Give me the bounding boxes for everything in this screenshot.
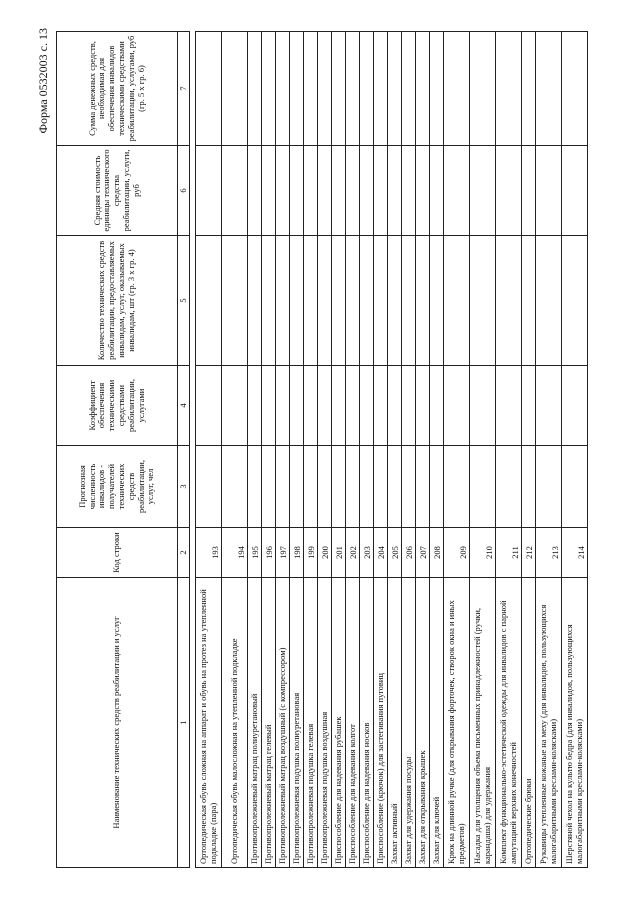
- row-name: Противопролежневый матрац гелевый: [262, 578, 276, 868]
- empty-value-cell[interactable]: [496, 446, 522, 528]
- column-number: 4: [178, 366, 190, 446]
- empty-value-cell[interactable]: [304, 446, 318, 528]
- empty-value-cell[interactable]: [304, 146, 318, 236]
- header-code: Код строки: [57, 528, 178, 578]
- empty-value-cell[interactable]: [360, 366, 374, 446]
- empty-value-cell[interactable]: [248, 446, 262, 528]
- empty-value-cell[interactable]: [430, 146, 444, 236]
- empty-value-cell[interactable]: [304, 236, 318, 366]
- empty-value-cell[interactable]: [276, 146, 290, 236]
- row-name: Шерстяной чехол на культю бедра (для инвалидов, пользующихся малогабаритными креслами-колясками): [562, 578, 588, 868]
- empty-value-cell[interactable]: [388, 446, 402, 528]
- header-coefficient: Коэффициент обеспечения техническими средствами реабилитации, услугами: [57, 366, 178, 446]
- empty-value-cell[interactable]: [248, 366, 262, 446]
- empty-value-cell[interactable]: [360, 32, 374, 146]
- table-row: [346, 32, 360, 868]
- row-name: Комплект функционально-эстетической одежды для инвалидов с парной ампутацией верхних конечностей: [496, 578, 522, 868]
- row-name: Противопролежневая подушка полиуретановая: [290, 578, 304, 868]
- row-code: 193: [196, 528, 222, 578]
- empty-value-cell[interactable]: [496, 146, 522, 236]
- row-code: 206: [402, 528, 416, 578]
- empty-value-cell[interactable]: [536, 146, 562, 236]
- empty-value-cell[interactable]: [430, 446, 444, 528]
- table-row: [496, 32, 522, 868]
- empty-value-cell[interactable]: [222, 366, 248, 446]
- empty-value-cell[interactable]: [360, 236, 374, 366]
- header-row: [57, 32, 178, 868]
- table-row: [562, 32, 588, 868]
- table-row: [430, 32, 444, 868]
- row-name: Ортопедическая обувь сложная на аппарат и обувь на протез на утепленной подкладке (пара): [196, 578, 222, 868]
- empty-value-cell[interactable]: [332, 446, 346, 528]
- table-row: [470, 32, 496, 868]
- row-name: Захват для удержания посуды: [402, 578, 416, 868]
- empty-value-cell[interactable]: [470, 146, 496, 236]
- table-row: [416, 32, 430, 868]
- column-number: 2: [178, 528, 190, 578]
- column-number: 6: [178, 146, 190, 236]
- empty-value-cell[interactable]: [360, 146, 374, 236]
- row-name: Противопролежневый матрац полиуретановый: [248, 578, 262, 868]
- empty-value-cell[interactable]: [402, 236, 416, 366]
- empty-value-cell[interactable]: [262, 32, 276, 146]
- row-code: 212: [522, 528, 536, 578]
- empty-value-cell[interactable]: [430, 32, 444, 146]
- row-code: 205: [388, 528, 402, 578]
- empty-value-cell[interactable]: [562, 366, 588, 446]
- table-row: [536, 32, 562, 868]
- empty-value-cell[interactable]: [262, 446, 276, 528]
- row-name: Приспособление для надевания колгот: [346, 578, 360, 868]
- header-name: Наименование технических средств реабилитации и услуг: [57, 578, 178, 868]
- empty-value-cell[interactable]: [522, 446, 536, 528]
- table-row: [444, 32, 470, 868]
- empty-value-cell[interactable]: [374, 446, 388, 528]
- row-code: 211: [496, 528, 522, 578]
- empty-value-cell[interactable]: [562, 236, 588, 366]
- empty-value-cell[interactable]: [536, 366, 562, 446]
- row-name: Ортопедическая обувь малосложная на утепленной подкладке: [222, 578, 248, 868]
- empty-value-cell[interactable]: [444, 146, 470, 236]
- empty-value-cell[interactable]: [318, 446, 332, 528]
- empty-value-cell[interactable]: [318, 146, 332, 236]
- header-sum: Сумма денежных средств, необходимая для обеспечения инвалидов техническими средствами реабилитации, услугами, руб (гр. 5 х гр. 6): [57, 32, 178, 146]
- empty-value-cell[interactable]: [346, 366, 360, 446]
- empty-value-cell[interactable]: [444, 366, 470, 446]
- row-code: 198: [290, 528, 304, 578]
- row-name: Рукавицы утепленные кожаные на меху (для инвалидов, пользующихся малогабаритными креслами-колясками): [536, 578, 562, 868]
- empty-value-cell[interactable]: [430, 236, 444, 366]
- empty-value-cell[interactable]: [416, 366, 430, 446]
- empty-value-cell[interactable]: [388, 146, 402, 236]
- column-number: 3: [178, 446, 190, 528]
- empty-value-cell[interactable]: [444, 32, 470, 146]
- row-name: Приспособление для надевания рубашек: [332, 578, 346, 868]
- row-code: 214: [562, 528, 588, 578]
- table-row: [276, 32, 290, 868]
- empty-value-cell[interactable]: [402, 446, 416, 528]
- empty-value-cell[interactable]: [470, 446, 496, 528]
- header-forecast: Прогнозная численность инвалидов - получателей технических средств реабилитации, услуг, чел: [57, 446, 178, 528]
- empty-value-cell[interactable]: [304, 366, 318, 446]
- empty-value-cell[interactable]: [402, 146, 416, 236]
- table-row: [388, 32, 402, 868]
- empty-value-cell[interactable]: [388, 366, 402, 446]
- empty-value-cell[interactable]: [346, 146, 360, 236]
- rotated-form-sheet: [36, 28, 636, 868]
- empty-value-cell[interactable]: [496, 32, 522, 146]
- empty-value-cell[interactable]: [222, 32, 248, 146]
- empty-value-cell[interactable]: [196, 446, 222, 528]
- empty-value-cell[interactable]: [276, 32, 290, 146]
- empty-value-cell[interactable]: [304, 32, 318, 146]
- empty-value-cell[interactable]: [522, 366, 536, 446]
- header-avg-cost: Средняя стоимость единицы технического средства реабилитации, услуги, руб: [57, 146, 178, 236]
- empty-value-cell[interactable]: [416, 446, 430, 528]
- row-code: 194: [222, 528, 248, 578]
- row-code: 210: [470, 528, 496, 578]
- empty-value-cell[interactable]: [290, 146, 304, 236]
- empty-value-cell[interactable]: [346, 32, 360, 146]
- row-code: 197: [276, 528, 290, 578]
- table-row: [374, 32, 388, 868]
- empty-value-cell[interactable]: [416, 236, 430, 366]
- empty-value-cell[interactable]: [374, 32, 388, 146]
- row-code: 201: [332, 528, 346, 578]
- empty-value-cell[interactable]: [248, 32, 262, 146]
- table-row: [262, 32, 276, 868]
- empty-value-cell[interactable]: [262, 366, 276, 446]
- empty-value-cell[interactable]: [562, 32, 588, 146]
- empty-value-cell[interactable]: [536, 32, 562, 146]
- empty-value-cell[interactable]: [388, 32, 402, 146]
- table-row: [222, 32, 248, 868]
- empty-value-cell[interactable]: [276, 236, 290, 366]
- empty-value-cell[interactable]: [332, 146, 346, 236]
- empty-value-cell[interactable]: [536, 446, 562, 528]
- header-quantity: Количество технических средств реабилитации, предоставляемых инвалидам, услуг, оказываемых инвалидам, шт (гр. 3 х гр. 4): [57, 236, 178, 366]
- empty-value-cell[interactable]: [346, 236, 360, 366]
- empty-value-cell[interactable]: [248, 146, 262, 236]
- row-code: 203: [360, 528, 374, 578]
- empty-value-cell[interactable]: [196, 366, 222, 446]
- empty-value-cell[interactable]: [290, 446, 304, 528]
- empty-value-cell[interactable]: [470, 366, 496, 446]
- row-code: 195: [248, 528, 262, 578]
- empty-value-cell[interactable]: [470, 236, 496, 366]
- empty-value-cell[interactable]: [262, 236, 276, 366]
- empty-value-cell[interactable]: [196, 32, 222, 146]
- row-name: Противопролежневая подушка гелевая: [304, 578, 318, 868]
- empty-value-cell[interactable]: [522, 146, 536, 236]
- empty-value-cell[interactable]: [562, 446, 588, 528]
- empty-value-cell[interactable]: [318, 236, 332, 366]
- empty-value-cell[interactable]: [276, 446, 290, 528]
- table-row: [304, 32, 318, 868]
- empty-value-cell[interactable]: [402, 366, 416, 446]
- empty-value-cell[interactable]: [332, 366, 346, 446]
- empty-value-cell[interactable]: [496, 236, 522, 366]
- row-name: Захват для открывания крышек: [416, 578, 430, 868]
- column-number: 1: [178, 578, 190, 868]
- row-name: Захват для ключей: [430, 578, 444, 868]
- empty-value-cell[interactable]: [444, 446, 470, 528]
- row-code: 204: [374, 528, 388, 578]
- tsr-table: [56, 31, 588, 868]
- row-code: 196: [262, 528, 276, 578]
- row-code: 213: [536, 528, 562, 578]
- row-name: Приспособление для надевания носков: [360, 578, 374, 868]
- empty-value-cell[interactable]: [374, 366, 388, 446]
- row-name: Ортопедические брюки: [522, 578, 536, 868]
- empty-value-cell[interactable]: [496, 366, 522, 446]
- empty-value-cell[interactable]: [290, 236, 304, 366]
- empty-value-cell[interactable]: [222, 146, 248, 236]
- empty-value-cell[interactable]: [196, 236, 222, 366]
- empty-value-cell[interactable]: [562, 146, 588, 236]
- row-name: Приспособление (крючок) для застегивания пуговиц: [374, 578, 388, 868]
- empty-value-cell[interactable]: [222, 446, 248, 528]
- row-name: Противопролежневая подушка воздушная: [318, 578, 332, 868]
- row-code: 207: [416, 528, 430, 578]
- empty-value-cell[interactable]: [196, 146, 222, 236]
- table-row: [522, 32, 536, 868]
- row-code: 209: [444, 528, 470, 578]
- empty-value-cell[interactable]: [430, 366, 444, 446]
- row-name: Насадка для утолщения объема письменных принадлежностей (ручки, карандаша) для удержания: [470, 578, 496, 868]
- empty-value-cell[interactable]: [276, 366, 290, 446]
- empty-value-cell[interactable]: [536, 236, 562, 366]
- table-row: [402, 32, 416, 868]
- table-row: [196, 32, 222, 868]
- table-row: [290, 32, 304, 868]
- table-body: [178, 32, 588, 868]
- empty-value-cell[interactable]: [444, 236, 470, 366]
- row-code: 208: [430, 528, 444, 578]
- empty-value-cell[interactable]: [388, 236, 402, 366]
- row-name: Захват активный: [388, 578, 402, 868]
- column-number: 5: [178, 236, 190, 366]
- empty-value-cell[interactable]: [318, 366, 332, 446]
- table-row: [360, 32, 374, 868]
- table-row: [248, 32, 262, 868]
- empty-value-cell[interactable]: [248, 236, 262, 366]
- empty-value-cell[interactable]: [332, 236, 346, 366]
- empty-value-cell[interactable]: [470, 32, 496, 146]
- empty-value-cell[interactable]: [222, 236, 248, 366]
- empty-value-cell[interactable]: [346, 446, 360, 528]
- empty-value-cell[interactable]: [360, 446, 374, 528]
- empty-value-cell[interactable]: [416, 32, 430, 146]
- empty-value-cell[interactable]: [522, 32, 536, 146]
- row-code: 202: [346, 528, 360, 578]
- row-name: Противопролежневый матрац воздушный (с компрессором): [276, 578, 290, 868]
- table-row: [332, 32, 346, 868]
- column-number: 7: [178, 32, 190, 146]
- empty-value-cell[interactable]: [332, 32, 346, 146]
- empty-value-cell[interactable]: [402, 32, 416, 146]
- empty-value-cell[interactable]: [290, 366, 304, 446]
- row-name: Крюк на длинной ручке (для открывания форточек, створок окна и иных предметов): [444, 578, 470, 868]
- empty-value-cell[interactable]: [374, 146, 388, 236]
- empty-value-cell[interactable]: [522, 236, 536, 366]
- empty-value-cell[interactable]: [290, 32, 304, 146]
- form-number: Форма 0532003 с. 13: [36, 28, 50, 134]
- empty-value-cell[interactable]: [416, 146, 430, 236]
- empty-value-cell[interactable]: [318, 32, 332, 146]
- empty-value-cell[interactable]: [374, 236, 388, 366]
- row-code: 200: [318, 528, 332, 578]
- table-row: [318, 32, 332, 868]
- row-code: 199: [304, 528, 318, 578]
- empty-value-cell[interactable]: [262, 146, 276, 236]
- column-number-row: [178, 32, 190, 868]
